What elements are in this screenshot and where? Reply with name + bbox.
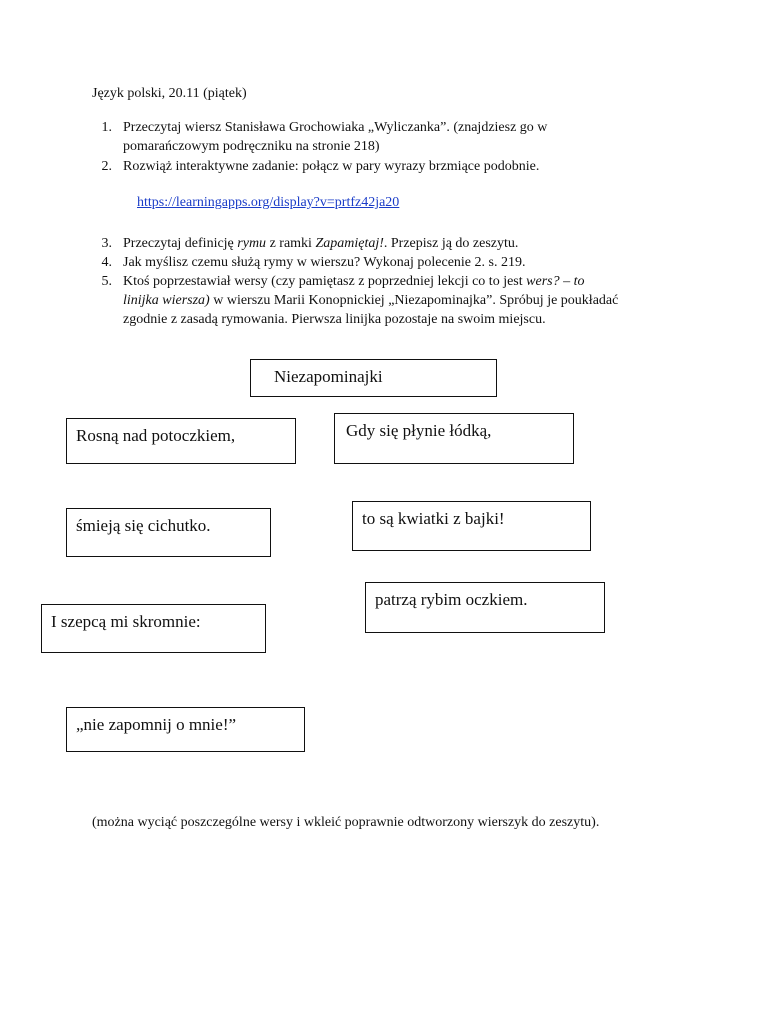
text-run-italic: rymu <box>237 236 267 251</box>
text-run: Ktoś poprzestawiał wersy (czy pamiętasz z poprzedniej lekcji co to jest <box>123 274 527 289</box>
task-text-line <box>123 272 584 291</box>
verse-box: śmieją się cichutko. <box>66 508 271 557</box>
learningapps-link[interactable]: https://learningapps.org/display?v=prtfz42ja20 <box>137 195 400 210</box>
text-run: Przeczytaj definicję <box>123 236 238 251</box>
verse-box: patrzą rybim oczkiem. <box>365 582 605 633</box>
text-run-italic: wers? – to <box>526 274 585 289</box>
task-number: 5. <box>101 274 112 289</box>
task-text-line: Rozwiąż interaktywne zadanie: połącz w pary wyrazy brzmiące podobnie. <box>123 159 540 174</box>
text-run: w wierszu Marii Konopnickiej „Niezapominajka”. Spróbuj je poukładać <box>209 293 619 308</box>
task-text-line: Jak myślisz czemu służą rymy w wierszu? Wykonaj polecenie 2. s. 219. <box>123 255 526 270</box>
document-header: Język polski, 20.11 (piątek) <box>92 86 247 101</box>
task-number: 4. <box>101 255 112 270</box>
verse-box: to są kwiatki z bajki! <box>352 501 591 551</box>
task-text-line: pomarańczowym podręczniku na stronie 218) <box>123 139 380 154</box>
poem-title-box: Niezapominajki <box>250 359 497 397</box>
footer-note: (można wyciąć poszczególne wersy i wkleić poprawnie odtworzony wierszyk do zeszytu). <box>92 815 600 830</box>
text-run: z ramki <box>266 236 316 251</box>
text-run-italic: Zapamiętaj! <box>315 236 384 251</box>
verse-box: Rosną nad potoczkiem, <box>66 418 296 464</box>
task-number: 1. <box>101 120 112 135</box>
verse-box: Gdy się płynie łódką, <box>334 413 574 464</box>
task-5 <box>92 272 732 330</box>
task-text-line: zgodnie z zasadą rymowania. Pierwsza linijka pozostaje na swoim miejscu. <box>123 312 546 327</box>
task-number: 2. <box>101 159 112 174</box>
text-run-italic: linijka wiersza) <box>123 293 210 308</box>
task-text-line: Przeczytaj wiersz Stanisława Grochowiaka „Wyliczanka”. (znajdziesz go w <box>123 120 548 135</box>
task-text-line <box>123 291 618 310</box>
task-number: 3. <box>101 236 112 251</box>
task-text-line <box>123 234 518 253</box>
task-3 <box>92 234 732 254</box>
verse-box: „nie zapomnij o mnie!” <box>66 707 305 752</box>
verse-box: I szepcą mi skromnie: <box>41 604 266 653</box>
task-4 <box>92 253 732 273</box>
task-1 <box>92 118 732 158</box>
text-run: . Przepisz ją do zeszytu. <box>383 236 519 251</box>
task-2 <box>92 157 732 177</box>
